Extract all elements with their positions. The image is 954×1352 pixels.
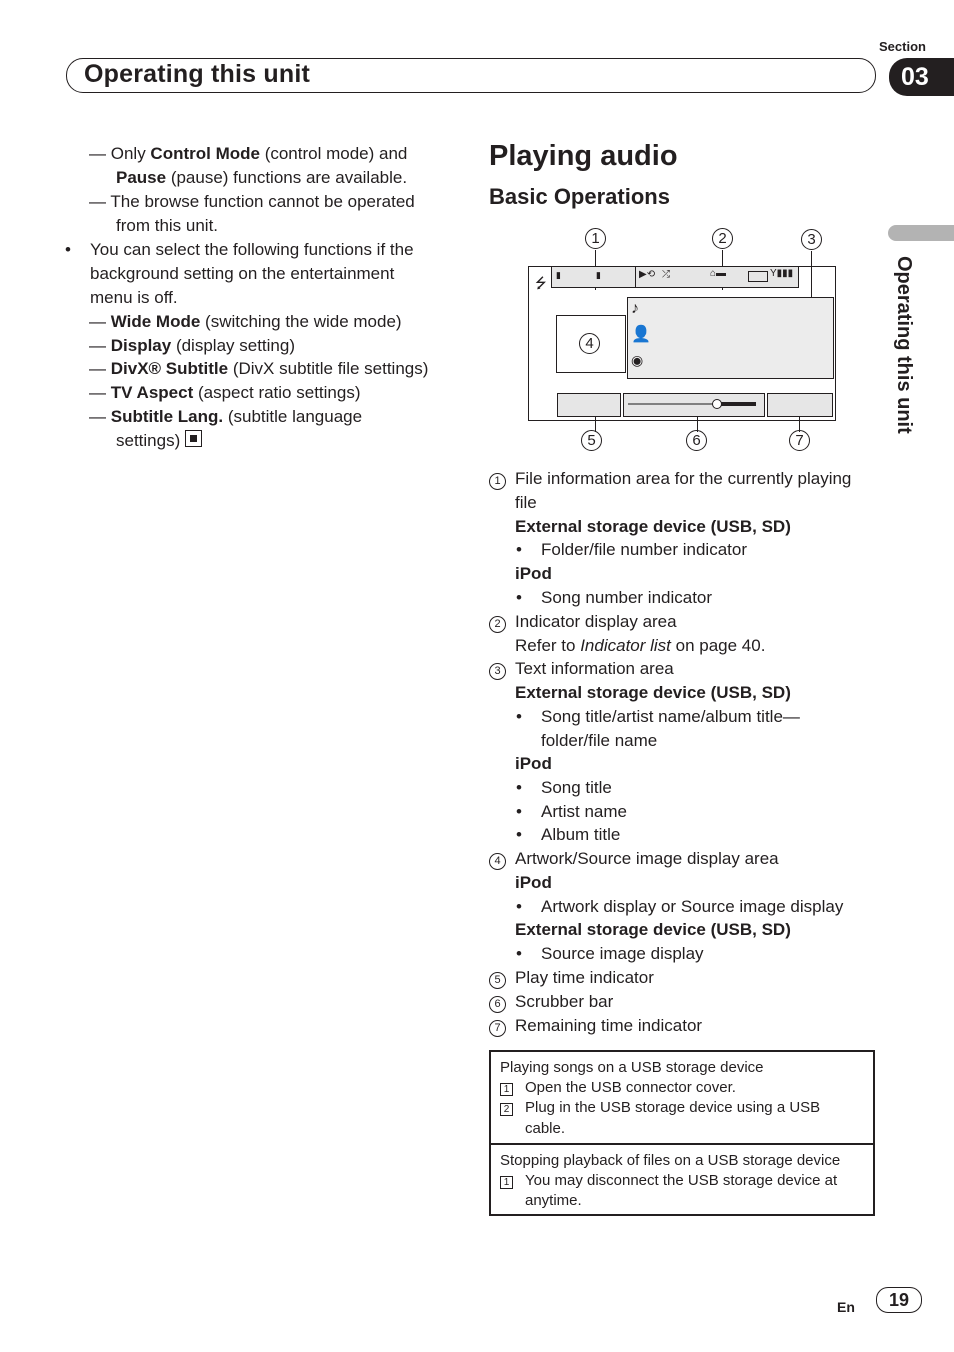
item-text: Song title/artist name/album title— (541, 707, 800, 726)
page-number: 19 (876, 1287, 922, 1313)
bullet: • (516, 778, 522, 797)
remaining-time-box (767, 393, 833, 417)
list-item-cont: menu is off. (90, 288, 178, 307)
callout-7: 7 (789, 430, 810, 451)
item-subheading: External storage device (USB, SD) (515, 920, 791, 939)
step-text: Plug in the USB storage device using a USB (525, 1099, 821, 1116)
box-title: Playing songs on a USB storage device (500, 1059, 764, 1076)
list-item-cont: background setting on the entertainment (90, 264, 395, 283)
box-divider (489, 1143, 875, 1145)
list-item: — Wide Mode (switching the wide mode) (89, 312, 402, 331)
list-item-cont: Pause (pause) functions are available. (116, 168, 408, 187)
item-text: Song number indicator (541, 588, 713, 607)
item-text: Song title (541, 778, 612, 797)
list-item-cont: from this unit. (116, 216, 219, 235)
item-text: Artwork/Source image display area (515, 849, 779, 868)
item-text: Text information area (515, 659, 674, 678)
item-subheading: iPod (515, 564, 552, 583)
list-item: — DivX® Subtitle (DivX subtitle file settings) (89, 359, 429, 378)
end-mark-icon (185, 430, 202, 447)
box-title: Stopping playback of files on a USB storage device (500, 1152, 841, 1169)
music-note-icon: ♪ (631, 300, 639, 317)
scrubber-track (628, 403, 716, 405)
bullet: • (516, 802, 522, 821)
list-item: — Only Control Mode (control mode) and (89, 144, 408, 163)
scrubber-remaining (716, 402, 756, 406)
bullet: • (516, 897, 522, 916)
indicator-area (635, 266, 799, 288)
traffic-icon: ⌂▬ (710, 268, 727, 279)
callout-1: 1 (585, 228, 606, 249)
artwork-area (556, 315, 626, 373)
page-title: Operating this unit (84, 60, 311, 88)
album-icon: ◉ (631, 352, 644, 368)
artist-icon: 👤 (631, 326, 651, 343)
list-item: 3 (489, 657, 506, 681)
callout-4: 4 (579, 333, 600, 354)
file-icon: ▮ (596, 270, 601, 280)
item-text: folder/file name (541, 731, 658, 750)
signal-icon: Y▮▮▮ (770, 268, 794, 279)
bullet: • (516, 944, 522, 963)
callout-6: 6 (686, 430, 707, 451)
list-item: — Display (display setting) (89, 336, 295, 355)
step-text: You may disconnect the USB storage device at (525, 1172, 838, 1189)
step-number: 1 (500, 1171, 513, 1191)
item-text: Remaining time indicator (515, 1016, 703, 1035)
item-text: Play time indicator (515, 968, 654, 987)
list-item: 1 (489, 467, 506, 491)
item-subheading: External storage device (USB, SD) (515, 517, 791, 536)
bullet: • (65, 240, 71, 259)
item-text: file (515, 493, 537, 512)
list-item: 2 (489, 610, 506, 634)
section-number: 03 (889, 58, 954, 96)
language-label: En (837, 1299, 855, 1315)
bullet: • (516, 825, 522, 844)
callout-2: 2 (712, 228, 733, 249)
item-subheading: iPod (515, 873, 552, 892)
repeat-icon: ▶⟲ (639, 269, 656, 280)
item-text: File information area for the currently playing (515, 469, 852, 488)
step-text: cable. (525, 1120, 566, 1137)
usb-icon: ⭍ (535, 275, 547, 291)
bullet: • (516, 588, 522, 607)
scrubber-bar (623, 393, 765, 417)
subsection-heading: Basic Operations (489, 184, 670, 209)
item-text: Artwork display or Source image display (541, 897, 844, 916)
item-text: Source image display (541, 944, 704, 963)
list-item: 7 (489, 1014, 506, 1038)
callout-5: 5 (581, 430, 602, 451)
section-label: Section (879, 39, 926, 54)
list-item: 4 (489, 847, 506, 871)
display-screen (528, 266, 836, 421)
folder-icon: ▮ (556, 270, 561, 280)
item-subheading: External storage device (USB, SD) (515, 683, 791, 702)
list-item: — Subtitle Lang. (subtitle language (89, 407, 363, 426)
callout-3: 3 (801, 229, 822, 250)
item-text: Folder/file number indicator (541, 540, 747, 559)
text-info-area (627, 297, 834, 379)
list-item: 6 (489, 990, 506, 1014)
shuffle-icon: ⤮ (662, 269, 670, 280)
section-heading: Playing audio (489, 140, 678, 172)
item-text: Album title (541, 825, 621, 844)
step-number: 1 (500, 1078, 513, 1098)
step-text: Open the USB connector cover. (525, 1079, 736, 1096)
play-time-box (557, 393, 621, 417)
item-subheading: iPod (515, 754, 552, 773)
item-text: Scrubber bar (515, 992, 614, 1011)
list-item-cont: settings) (116, 429, 202, 453)
list-item: — TV Aspect (aspect ratio settings) (89, 383, 361, 402)
step-number: 2 (500, 1098, 513, 1118)
side-tab-marker (888, 225, 954, 241)
list-item: 5 (489, 966, 506, 990)
item-text: Artist name (541, 802, 627, 821)
item-text: Refer to Indicator list on page 40. (515, 636, 766, 655)
list-item: You can select the following functions if the (90, 240, 414, 259)
file-info-area (551, 266, 637, 288)
step-text: anytime. (525, 1192, 582, 1209)
battery-icon (748, 271, 768, 282)
scrubber-handle (712, 399, 722, 409)
item-text: Indicator display area (515, 612, 677, 631)
bullet: • (516, 540, 522, 559)
bullet: • (516, 707, 522, 726)
side-tab-label: Operating this unit (893, 256, 915, 434)
list-item: — The browse function cannot be operated (89, 192, 415, 211)
